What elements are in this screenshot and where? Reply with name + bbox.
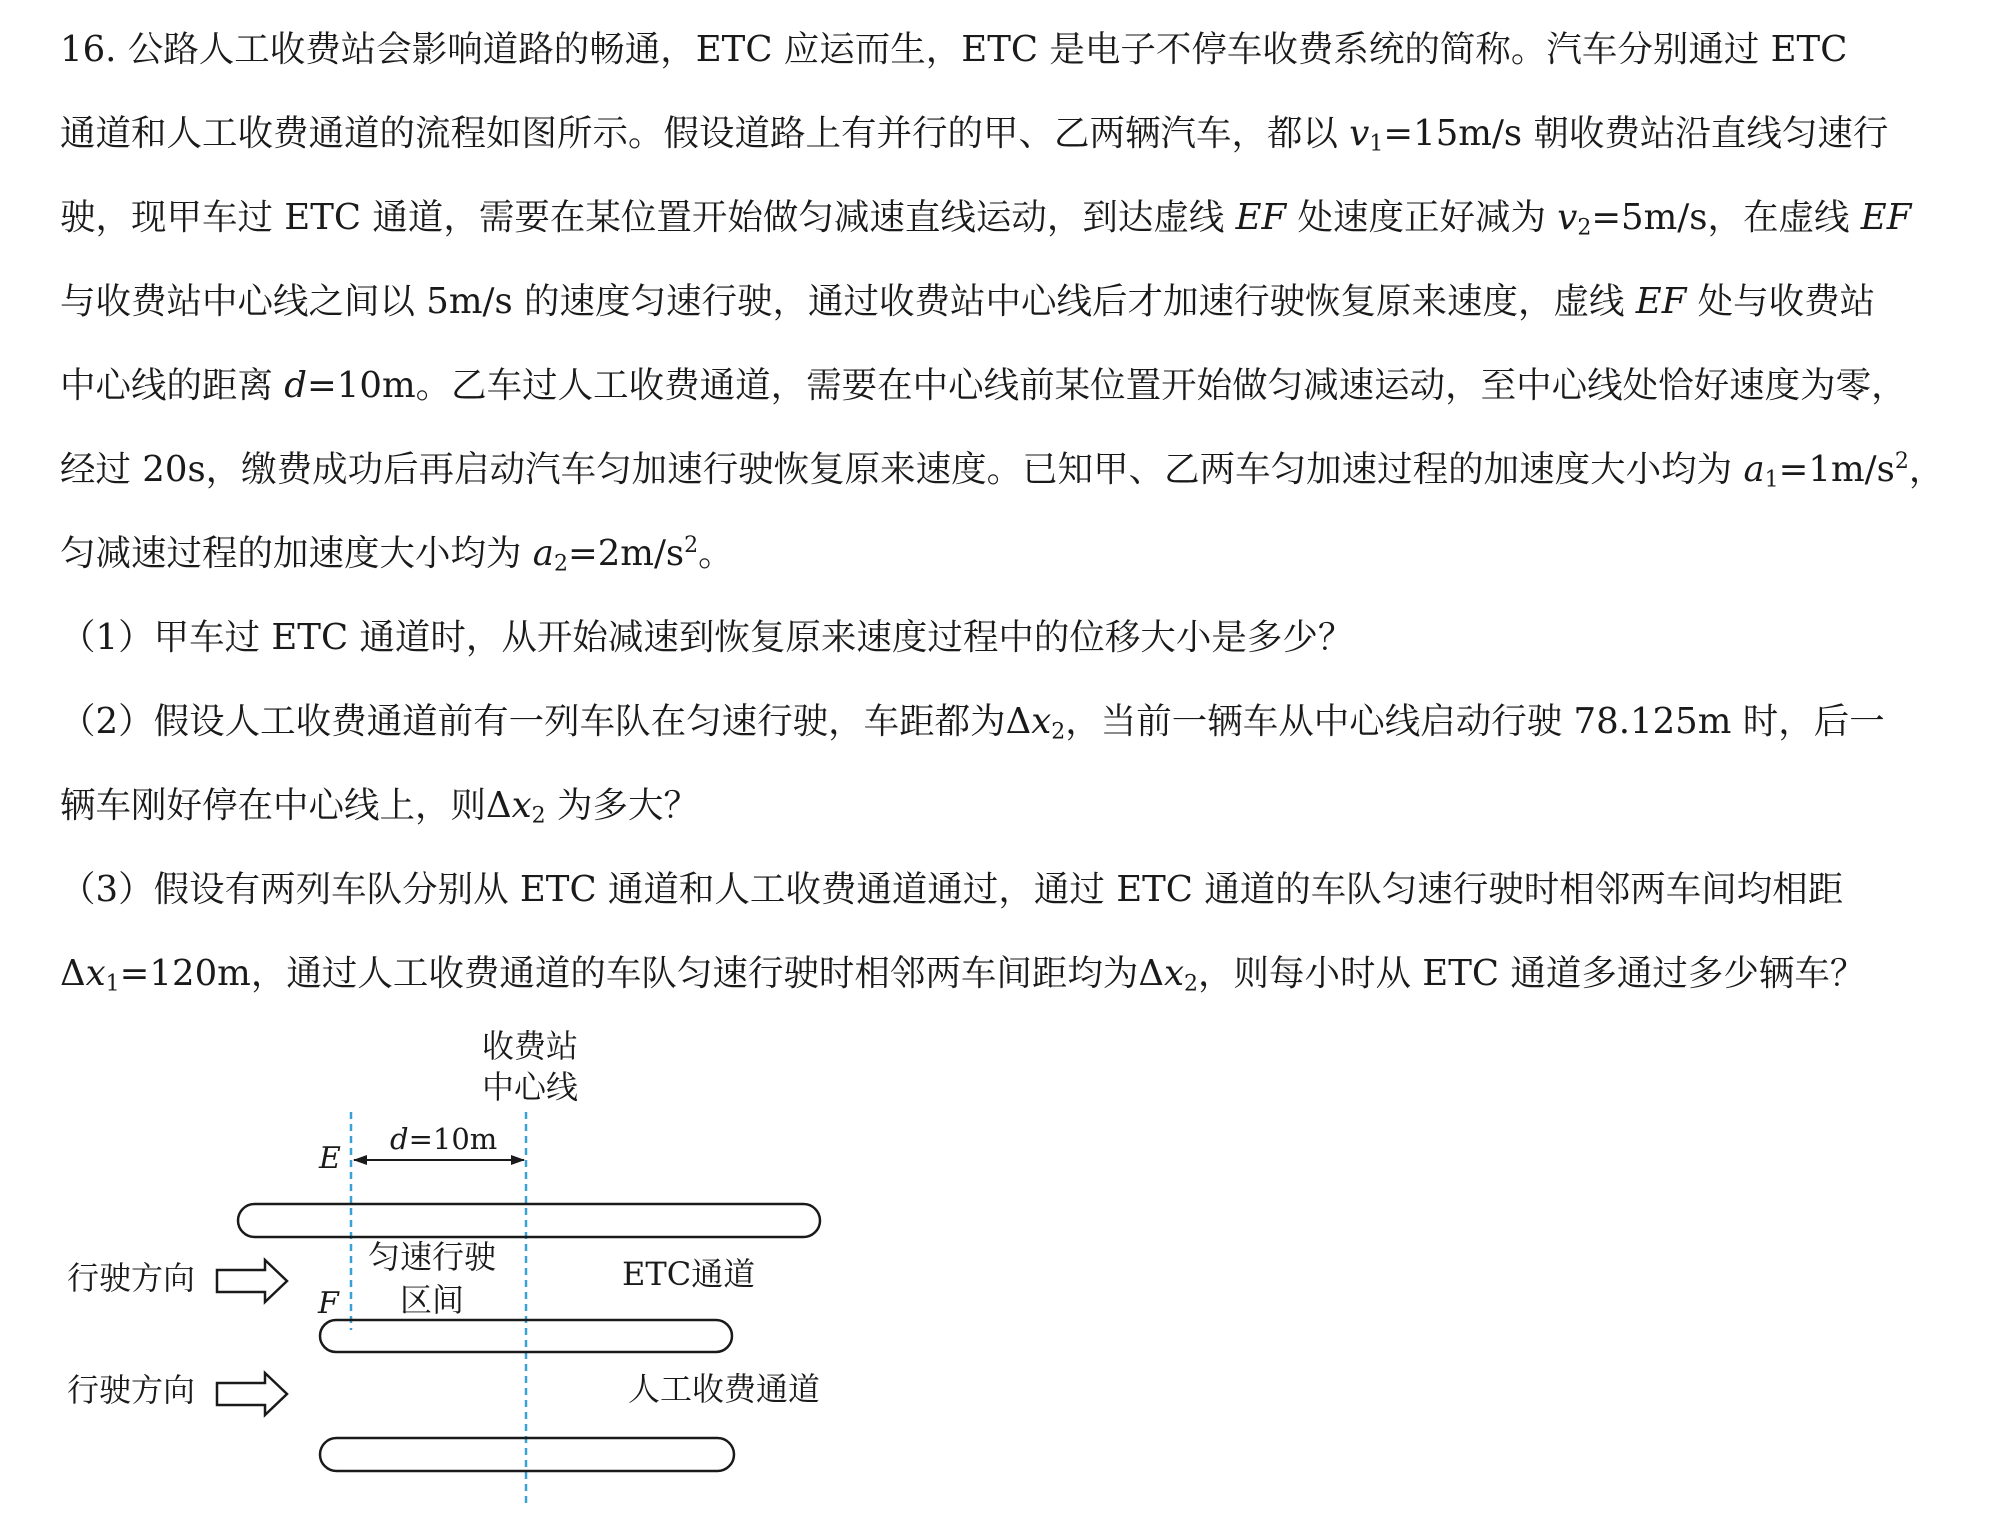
zone-label-2: 区间 [399, 1281, 465, 1319]
problem-number: 16. [60, 29, 117, 70]
problem-line-7: 匀减速过程的加速度大小均为 $a_2=2m/s^2$。 [60, 532, 734, 577]
etc-top-barrier [238, 1204, 820, 1237]
problem-line-1: 16. 公路人工收费站会影响道路的畅通，ETC 应运而生，ETC 是电子不停车收费系统的简称。汽车分别通过 ETC [60, 29, 1848, 70]
center-line-label-2: 中心线 [481, 1068, 579, 1106]
manual-lane-label: 人工收费通道 [628, 1370, 821, 1408]
label-f: F [318, 1286, 339, 1321]
question-2-line-2: 辆车刚好停在中心线上，则$\Delta x_2$ 为多大？ [60, 785, 699, 829]
etc-bottom-barrier [320, 1320, 732, 1352]
question-1: （1）甲车过 ETC 通道时，从开始减速到恢复原来速度过程中的位移大小是多少？ [60, 617, 1354, 658]
distance-label: d=10m [390, 1122, 498, 1156]
zone-label-1: 匀速行驶 [367, 1238, 497, 1276]
direction-arrow-icon [217, 1260, 287, 1302]
question-3-line-2: $\Delta x_1=120m$，通过人工收费通道的车队匀速行驶时相邻两车间距均为$\Delta x_2$，则每小时从 ETC 通道多通过多少辆车？ [60, 953, 1866, 997]
center-line-label-1: 收费站 [481, 1027, 579, 1065]
direction-label-etc: 行驶方向 [67, 1259, 196, 1297]
label-e: E [319, 1141, 341, 1176]
etc-lane-label: ETC通道 [622, 1255, 756, 1293]
question-3-line-1: （3）假设有两列车队分别从 ETC 通道和人工收费通道通过，通过 ETC 通道的车队匀速行驶时相邻两车间均相距 [60, 869, 1844, 910]
problem-line-6: 经过 20s，缴费成功后再启动汽车匀加速行驶恢复原来速度。已知甲、乙两车匀加速过程的加速度大小均为 $a_1=1m/s^2$， [60, 448, 1945, 493]
question-2-line-1: （2）假设人工收费通道前有一列车队在匀速行驶，车距都为$\Delta x_2$，当前一辆车从中心线启动行驶 78.125m 时，后一 [60, 701, 1885, 745]
problem-line-3: 驶，现甲车过 ETC 通道，需要在某位置开始做匀减速直线运动，到达虚线 EF 处速度正好减为 $v_2=5m/s$，在虚线 EF [60, 197, 1912, 241]
problem-line-2: 通道和人工收费通道的流程如图所示。假设道路上有并行的甲、乙两辆汽车，都以 $v_1=15m/s$ 朝收费站沿直线匀速行 [60, 113, 1889, 157]
direction-arrow-icon [217, 1373, 287, 1415]
direction-label-manual: 行驶方向 [67, 1371, 196, 1409]
problem-line-5: 中心线的距离 d=10m。乙车过人工收费通道，需要在中心线前某位置开始做匀减速运动，至中心线处恰好速度为零， [60, 365, 1907, 406]
problem-line-4: 与收费站中心线之间以 5m/s 的速度匀速行驶，通过收费站中心线后才加速行驶恢复原来速度，虚线 EF 处与收费站 [60, 281, 1876, 322]
